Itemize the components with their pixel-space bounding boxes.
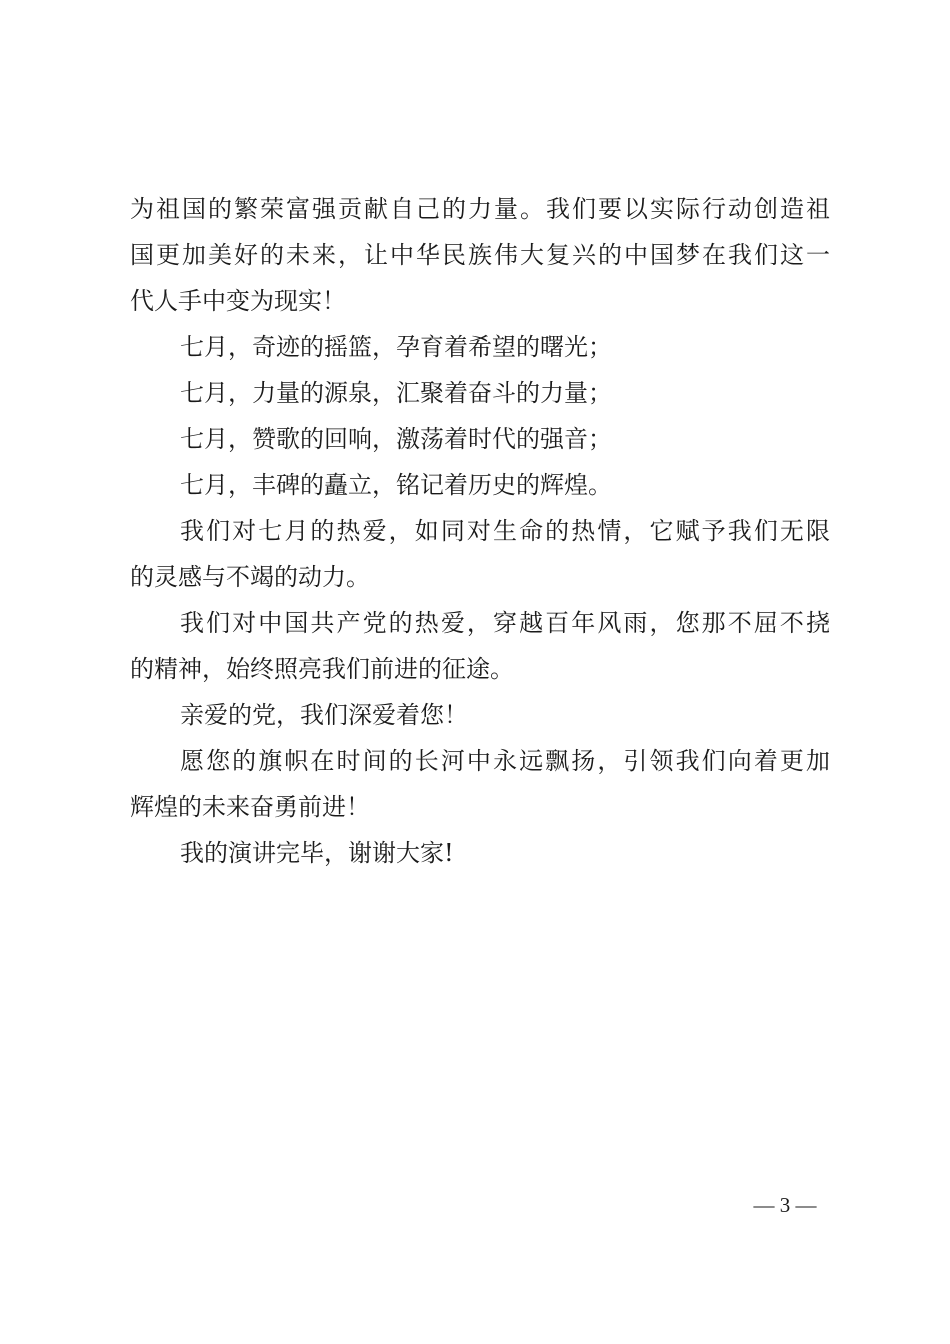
text-line: 代人手中变为现实！ xyxy=(130,287,346,315)
text-line: 辉煌的未来奋勇前进！ xyxy=(130,793,370,821)
text-line: 我们对七月的热爱，如同对生命的热情，它赋予我们无限 xyxy=(180,517,830,545)
page-number: — 3 — xyxy=(753,1193,817,1217)
text-line: 为祖国的繁荣富强贡献自己的力量。我们要以实际行动创造祖 xyxy=(130,195,830,223)
text-line: 国更加美好的未来，让中华民族伟大复兴的中国梦在我们这一 xyxy=(130,241,830,269)
text-line: 我们对中国共产党的热爱，穿越百年风雨，您那不屈不挠 xyxy=(180,609,830,637)
text-line: 的灵感与不竭的动力。 xyxy=(130,563,370,591)
text-line: 我的演讲完毕，谢谢大家! xyxy=(180,839,454,867)
text-line: 七月，力量的源泉，汇聚着奋斗的力量； xyxy=(180,379,612,407)
text-line: 七月，奇迹的摇篮，孕育着希望的曙光； xyxy=(180,333,612,361)
text-line: 的精神，始终照亮我们前进的征途。 xyxy=(130,655,514,683)
text-line: 七月，丰碑的矗立，铭记着历史的辉煌。 xyxy=(180,471,612,499)
text-line: 愿您的旗帜在时间的长河中永远飘扬，引领我们向着更加 xyxy=(180,747,830,775)
text-line: 七月，赞歌的回响，激荡着时代的强音； xyxy=(180,425,612,453)
text-line: 亲爱的党，我们深爱着您！ xyxy=(180,701,468,729)
